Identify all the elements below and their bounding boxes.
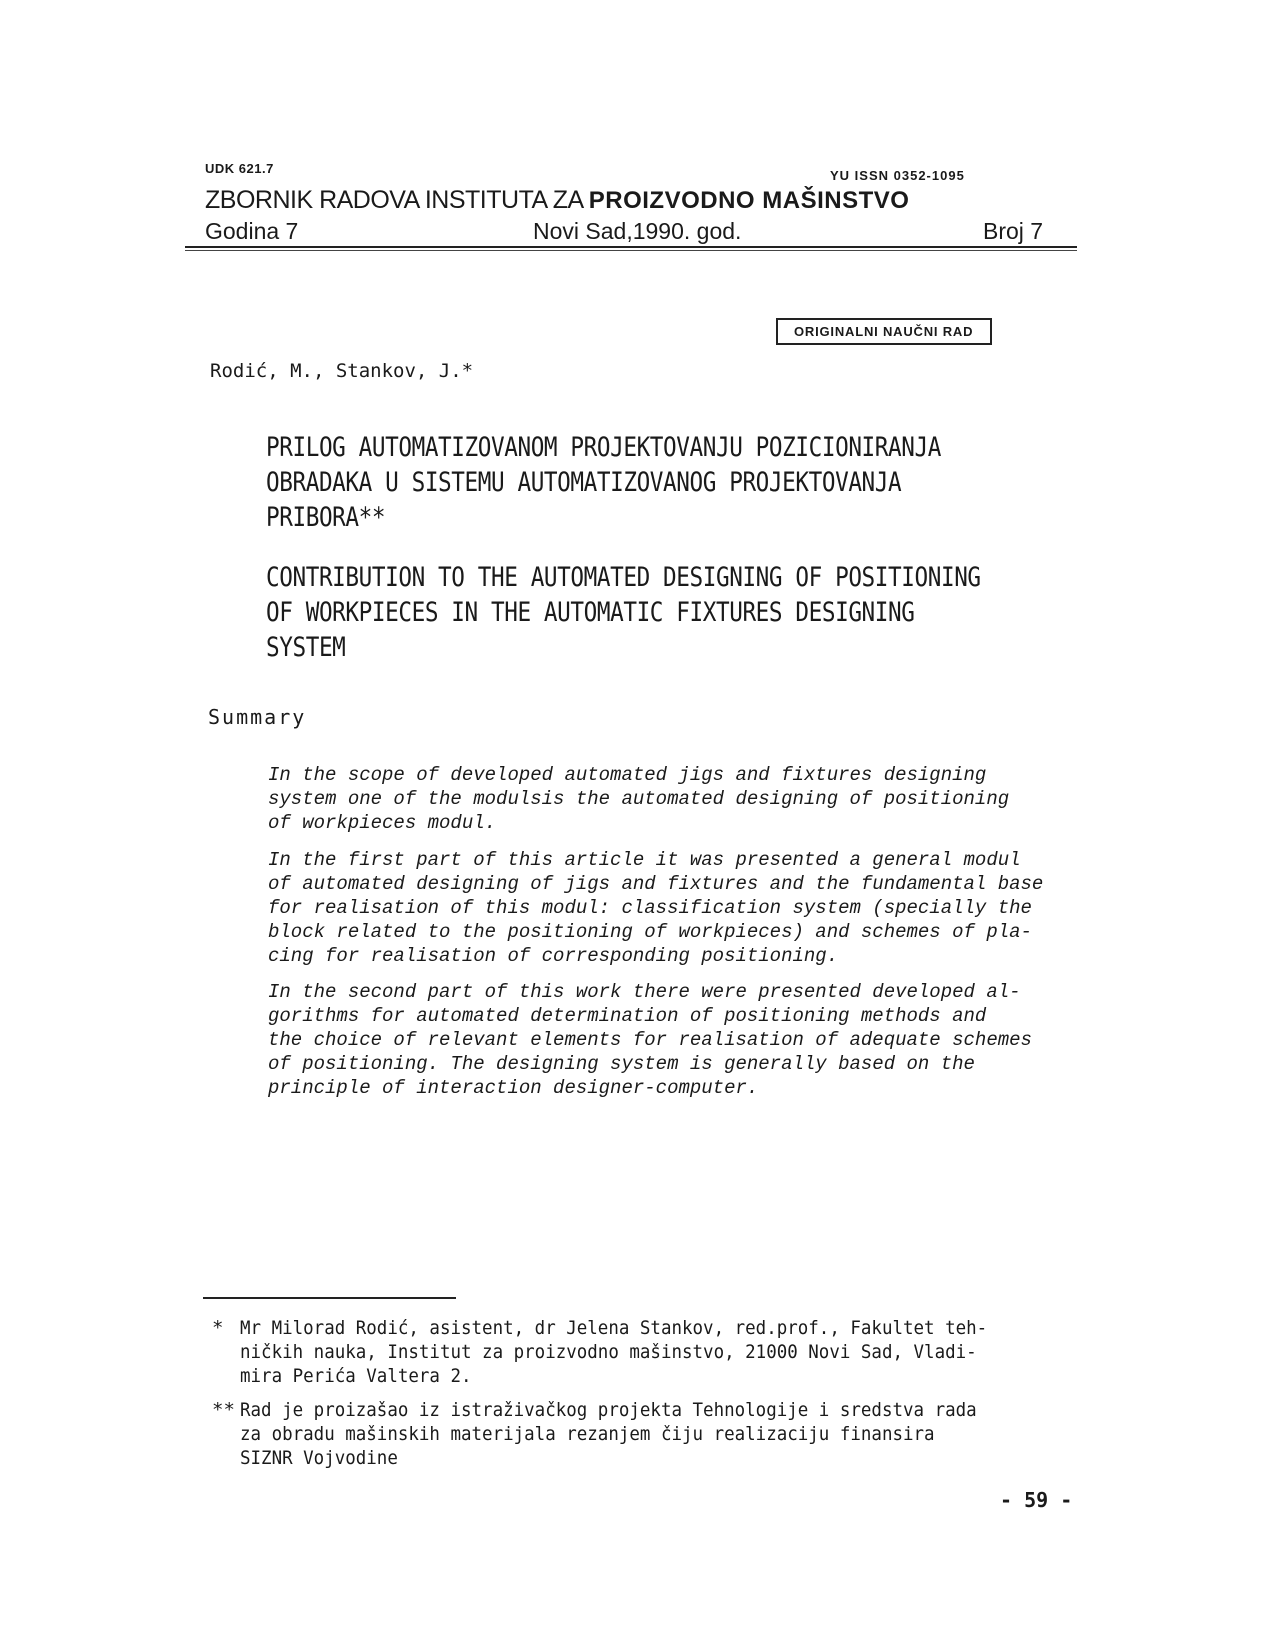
title-line: CONTRIBUTION TO THE AUTOMATED DESIGNING OF POSITIONING [266, 562, 981, 593]
journal-title-normal: ZBORNIK RADOVA INSTITUTA ZA [205, 186, 589, 214]
summary-line: In the scope of developed automated jigs and fixtures designing [268, 764, 987, 786]
summary-line: cing for realisation of corresponding positioning. [268, 945, 839, 967]
authors: Rodić, M., Stankov, J.* [210, 360, 474, 382]
summary-heading: Summary [208, 705, 307, 729]
summary-line: of positioning. The designing system is generally based on the [268, 1053, 975, 1075]
title-line: SYSTEM [266, 632, 346, 663]
summary-line: In the first part of this article it was presented a general modul [268, 849, 1021, 871]
footnote-line: Rad je proizašao iz istraživačkog projekta Tehnologije i sredstva rada [240, 1399, 977, 1421]
footnote-mark: * [212, 1317, 224, 1339]
page-number: - 59 - [1000, 1488, 1073, 1512]
paper-type-badge: ORIGINALNI NAUČNI RAD [776, 318, 992, 345]
journal-title-bold: PROIZVODNO MAŠINSTVO [588, 187, 910, 214]
summary-line: the choice of relevant elements for realisation of adequate schemes [268, 1029, 1032, 1051]
title-line: PRIBORA** [266, 502, 386, 533]
footnote-line: Mr Milorad Rodić, asistent, dr Jelena Stankov, red.prof., Fakultet teh- [240, 1317, 988, 1339]
title-serbian [266, 430, 941, 535]
place-date: Novi Sad,1990. god. [533, 218, 742, 244]
title-line: OBRADAKA U SISTEMU AUTOMATIZOVANOG PROJEKTOVANJA [266, 467, 902, 498]
summary-line: of automated designing of jigs and fixtures and the fundamental base [268, 873, 1044, 895]
footnote-rule [203, 1297, 456, 1299]
journal-title [205, 186, 909, 215]
summary-line: for realisation of this modul: classification system (specially the [268, 897, 1032, 919]
title-line: PRILOG AUTOMATIZOVANOM PROJEKTOVANJU POZICIONIRANJA [266, 432, 941, 463]
header-rule-secondary [185, 250, 1077, 251]
footnote-line: ničkih nauka, Institut za proizvodno mašinstvo, 21000 Novi Sad, Vladi- [240, 1341, 977, 1363]
footnote-line: SIZNR Vojvodine [240, 1447, 398, 1469]
summary-paragraph [268, 980, 1068, 1100]
title-line: OF WORKPIECES IN THE AUTOMATIC FIXTURES DESIGNING [266, 597, 915, 628]
footnote [212, 1316, 1042, 1391]
summary-line: block related to the positioning of workpieces) and schemes of pla- [268, 921, 1032, 943]
udk-code: UDK 621.7 [205, 161, 274, 176]
title-english [266, 560, 981, 665]
summary-line: In the second part of this work there were presented developed al- [268, 981, 1021, 1003]
footnote [212, 1398, 1042, 1473]
year-volume: Godina 7 [205, 218, 299, 244]
footnote-line: za obradu mašinskih materijala rezanjem čiju realizaciju finansira [240, 1423, 935, 1445]
summary-line: system one of the modulsis the automated designing of positioning [268, 788, 1010, 810]
summary-line: gorithms for automated determination of positioning methods and [268, 1005, 987, 1027]
summary-paragraph [268, 763, 1068, 835]
issn-code: YU ISSN 0352-1095 [830, 168, 965, 183]
summary-line: of workpieces modul. [268, 812, 497, 834]
summary-paragraph [268, 848, 1068, 968]
summary-line: principle of interaction designer-computer. [268, 1077, 759, 1099]
footnote-mark: ** [212, 1399, 235, 1421]
header-rule [185, 246, 1077, 248]
issue-number: Broj 7 [983, 218, 1044, 244]
footnote-line: mira Perića Valtera 2. [240, 1365, 472, 1387]
